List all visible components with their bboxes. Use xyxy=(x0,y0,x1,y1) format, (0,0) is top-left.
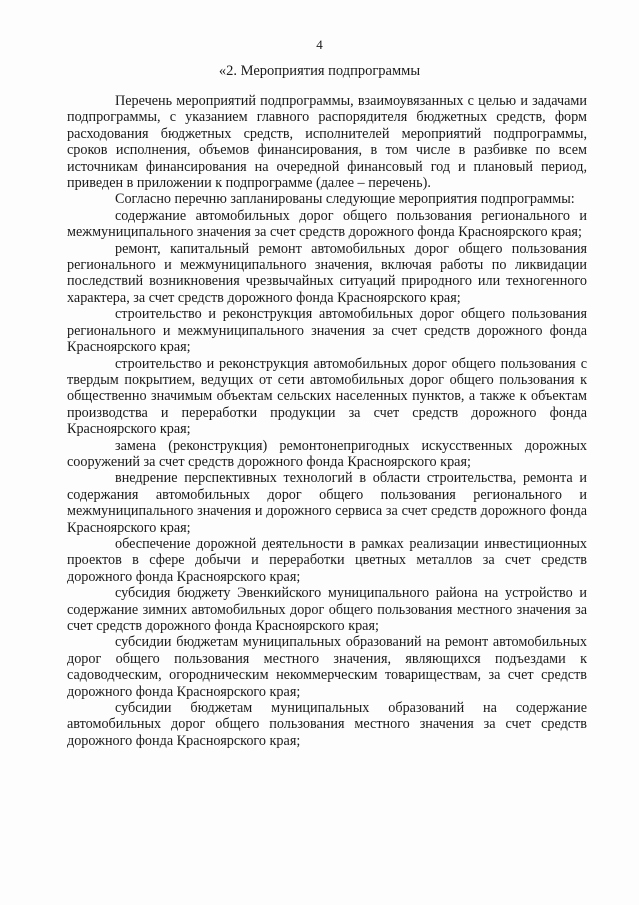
list-item: субсидии бюджетам муниципальных образований на содержание автомобильных дорог общего пользования местного значения за счет средств дорожного фонда Красноярского края; xyxy=(67,700,587,749)
list-item: субсидии бюджетам муниципальных образований на ремонт автомобильных дорог общего пользования местного значения, являющихся подъездами к садоводческим, огородническим некоммерческим товариществам, за счет средств дорожного фонда Красноярского края; xyxy=(67,634,587,700)
paragraph-list-lead: Согласно перечню запланированы следующие мероприятия подпрограммы: xyxy=(115,191,575,208)
document-body xyxy=(67,93,587,749)
list-item: обеспечение дорожной деятельности в рамках реализации инвестиционных проектов в сфере добычи и переработки цветных металлов за счет средств дорожного фонда Красноярского края; xyxy=(67,535,587,585)
list-item: строительство и реконструкция автомобильных дорог общего пользования регионального и межмуниципального значения за счет средств дорожного фонда Красноярского края; xyxy=(67,306,587,356)
list-item: замена (реконструкция) ремонтонепригодных искусственных дорожных сооружений за счет средств дорожного фонда Красноярского края; xyxy=(67,437,587,470)
list-item: содержание автомобильных дорог общего пользования регионального и межмуниципального значения за счет средств дорожного фонда Красноярского края; xyxy=(67,207,587,241)
list-item: ремонт, капитальный ремонт автомобильных дорог общего пользования регионального и межмуниципального значения, включая работы по ликвидации последствий возникновения чрезвычайных ситуаций природного или техногенного характера, за счет средств дорожного фонда Красноярского края; xyxy=(67,240,587,306)
page-number: 4 xyxy=(316,37,323,52)
list-item: строительство и реконструкция автомобильных дорог общего пользования с твердым покрытием, ведущих от сети автомобильных дорог общего пользования к общественно значимым объектам сельских населенных пунктов, а также к объектам производства и переработки продукции за счет средств дорожного фонда Красноярского края; xyxy=(67,355,587,438)
list-item: субсидия бюджету Эвенкийского муниципального района на устройство и содержание зимних автомобильных дорог общего пользования местного значения за счет средств дорожного фонда Красноярского края; xyxy=(67,585,587,634)
paragraph-intro: Перечень мероприятий подпрограммы, взаимоувязанных с целью и задачами подпрограммы, с указанием главного распорядителя бюджетных средств, форм расходования бюджетных средств, исполнителей мероприятий подпрограммы, сроков исполнения, объемов финансирования, в том числе в разбивке по всем источникам финансирования на очередной финансовый год и плановый период, приведен в приложении к подпрограмме (далее – перечень). xyxy=(67,93,587,192)
section-title: «2. Мероприятия подпрограммы xyxy=(218,63,421,79)
list-item: внедрение перспективных технологий в области строительства, ремонта и содержания автомобильных дорог общего пользования регионального и межмуниципального значения и дорожного сервиса за счет средств дорожного фонда Красноярского края; xyxy=(67,470,587,536)
